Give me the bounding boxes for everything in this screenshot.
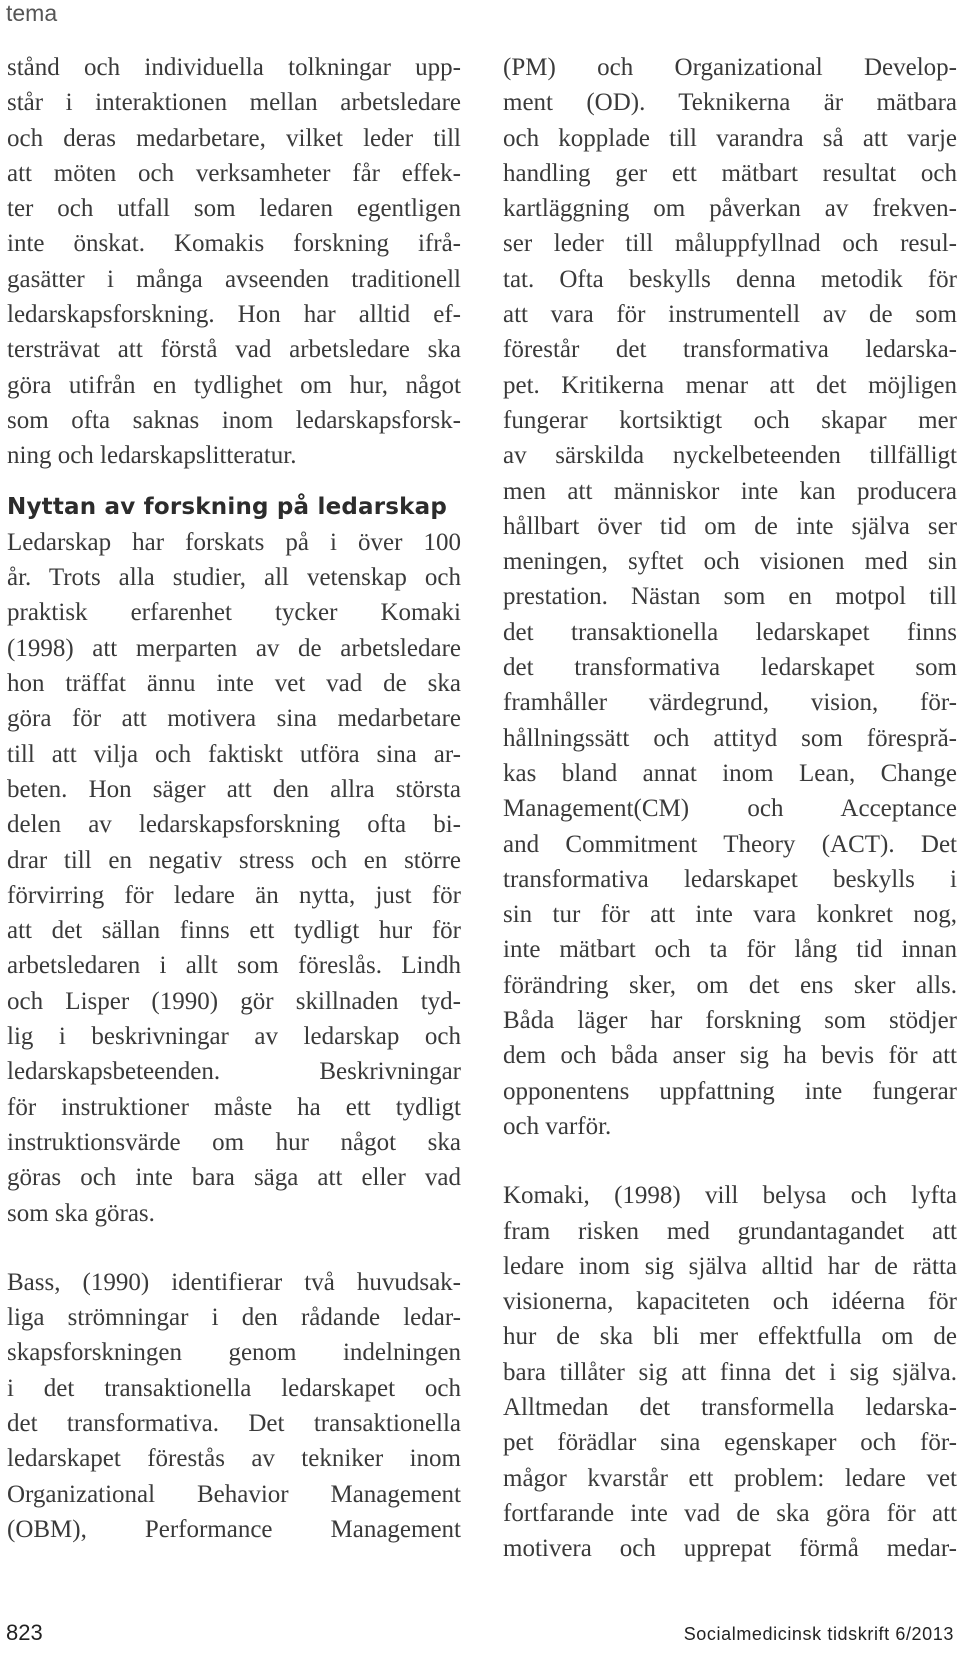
paragraph bbox=[7, 525, 461, 1231]
text-line: skapsforskningen genom indelningen bbox=[7, 1339, 461, 1367]
text-line: Alltmedan det transformella ledarska- bbox=[503, 1393, 957, 1421]
text-line: motivera och upprepat förmå medar- bbox=[503, 1535, 957, 1563]
text-line: att det sällan finns ett tydligt hur för bbox=[7, 917, 461, 945]
text-line: och deras medarbetare, vilket leder till bbox=[7, 124, 461, 152]
section-tag: tema bbox=[6, 0, 58, 26]
text-line: prestation. Nästan som en motpol till bbox=[503, 583, 957, 611]
text-line: praktisk erfarenhet tycker Komaki bbox=[7, 599, 461, 627]
text-line: hur de ska bli mer effektfulla om de bbox=[503, 1323, 957, 1351]
text-line: men att människor inte kan producera bbox=[503, 477, 957, 505]
text-line: det transformativa. Det transaktionella bbox=[7, 1409, 461, 1437]
right-column bbox=[503, 50, 957, 1566]
text-line: göras och inte bara säga att eller vad bbox=[7, 1164, 461, 1192]
text-line: att möten och verksamheter får effek- bbox=[7, 159, 461, 187]
text-line: instruktionsvärde om hur något ska bbox=[7, 1128, 461, 1156]
text-line: (PM) och Organizational Develop- bbox=[503, 54, 957, 81]
text-line: ledarskapsforskning. Hon har alltid ef- bbox=[7, 301, 461, 329]
text-line: och kopplade till varandra så att varje bbox=[503, 124, 957, 152]
text-line: till att vilja och faktiskt utföra sina ar- bbox=[7, 740, 461, 768]
text-line: hållningssätt och attityd som förespră- bbox=[503, 724, 957, 752]
text-line: visionerna, kapaciteten och idéerna för bbox=[503, 1288, 957, 1316]
text-line: framhåller värdegrund, vision, för- bbox=[503, 689, 957, 717]
text-line: Management(CM) och Acceptance bbox=[503, 795, 957, 823]
text-line: göra för att motivera sina medarbetare bbox=[7, 705, 461, 733]
paragraph bbox=[503, 50, 957, 1144]
text-line: och varför. bbox=[503, 1112, 612, 1140]
text-line: som ska göras. bbox=[7, 1199, 155, 1227]
text-line: förvirring för ledare än nytta, just för bbox=[7, 881, 461, 909]
text-line: pet förädlar sina egenskaper och för- bbox=[503, 1429, 957, 1457]
text-line: (1998) att merparten av de arbetsledare bbox=[7, 634, 461, 662]
paragraph bbox=[7, 50, 461, 474]
text-line: inte mätbart och ta för lång tid innan bbox=[503, 936, 957, 964]
text-line: and Commitment Theory (ACT). Det bbox=[503, 830, 957, 858]
text-line: lig i beskrivningar av ledarskap och bbox=[7, 1023, 461, 1051]
text-line: ledarskapet förestås av tekniker inom bbox=[7, 1445, 461, 1473]
text-line: tersträvat att förstå vad arbetsledare ska bbox=[7, 336, 461, 364]
text-line: göra utifrån en tydlighet om hur, något bbox=[7, 371, 461, 399]
text-line: och Lisper (1990) gör skillnaden tyd- bbox=[7, 987, 461, 1015]
text-line: meningen, syftet och visionen med sin bbox=[503, 548, 957, 576]
text-line: handling ger ett mätbart resultat och bbox=[503, 159, 957, 187]
text-line: ment (OD). Teknikerna är mätbara bbox=[503, 89, 957, 117]
text-line: liga strömningar i den rådande ledar- bbox=[7, 1304, 461, 1332]
text-line: ning och ledarskapslitteratur. bbox=[7, 442, 297, 470]
text-line: Organizational Behavior Management bbox=[7, 1480, 461, 1508]
text-line: gasätter i många avseenden traditionell bbox=[7, 265, 461, 293]
text-line: mågor kvarstår ett problem: ledare vet bbox=[503, 1464, 957, 1492]
left-column bbox=[7, 50, 461, 1547]
text-line: sin tur för att inte vara konkret nog, bbox=[503, 901, 957, 929]
text-line: hållbart över tid om de inte själva ser bbox=[503, 512, 957, 540]
text-line: det transaktionella ledarskapet finns bbox=[503, 618, 957, 646]
text-line: det transformativa ledarskapet som bbox=[503, 654, 957, 682]
text-line: förändring sker, om det ens sker alls. bbox=[503, 971, 957, 999]
text-line: tat. Ofta beskylls denna metodik för bbox=[503, 265, 957, 293]
text-line: arbetsledaren i allt som föreslås. Lindh bbox=[7, 952, 461, 980]
page-number: 823 bbox=[6, 1620, 43, 1645]
text-line: ledarskapsbeteenden. Beskrivningar bbox=[7, 1058, 461, 1086]
text-line: inte önskat. Komakis forskning ifrå- bbox=[7, 230, 461, 258]
text-line: delen av ledarskapsforskning ofta bi- bbox=[7, 811, 461, 839]
text-line: dem och båda anser sig ha bevis för att bbox=[503, 1042, 957, 1070]
text-line: år. Trots alla studier, all vetenskap och bbox=[7, 564, 461, 592]
text-line: pet. Kritikerna menar att det möjligen bbox=[503, 371, 957, 399]
text-line: att vara för instrumentell av de som bbox=[503, 301, 957, 329]
text-line: av särskilda nyckelbeteenden tillfälligt bbox=[503, 442, 957, 470]
text-line: Komaki, (1998) vill belysa och lyfta bbox=[503, 1182, 957, 1210]
text-line: Ledarskap har forskats på i över 100 bbox=[7, 528, 461, 556]
text-line: som ofta saknas inom ledarskapsforsk- bbox=[7, 406, 461, 434]
text-line: (OBM), Performance Management bbox=[7, 1515, 461, 1543]
text-line: ser leder till måluppfyllnad och resul- bbox=[503, 230, 957, 258]
text-line: bara tillåter sig att finna det i sig själva. bbox=[503, 1358, 957, 1386]
text-line: kartläggning om påverkan av frekven- bbox=[503, 195, 957, 223]
text-line: ter och utfall som ledaren egentligen bbox=[7, 195, 461, 223]
text-line: opponentens uppfattning inte fungerar bbox=[503, 1077, 957, 1105]
text-line: drar till en negativ stress och en större bbox=[7, 846, 461, 874]
paragraph bbox=[7, 1265, 461, 1547]
text-line: fram risken med grundantagandet att bbox=[503, 1217, 957, 1245]
text-line: för instruktioner måste ha ett tydligt bbox=[7, 1093, 461, 1121]
text-line: i det transaktionella ledarskapet och bbox=[7, 1374, 461, 1402]
text-line: beten. Hon säger att den allra största bbox=[7, 775, 461, 803]
text-line: Bass, (1990) identifierar två huvudsak- bbox=[7, 1268, 461, 1296]
text-line: stånd och individuella tolkningar upp- bbox=[7, 54, 461, 81]
text-line: hon träffat ännu inte vet vad de ska bbox=[7, 670, 461, 698]
paragraph bbox=[503, 1178, 957, 1566]
text-line: förestår det transformativa ledarska- bbox=[503, 336, 957, 364]
text-line: står i interaktionen mellan arbetsledare bbox=[7, 89, 461, 117]
text-line: ledare inom sig själva alltid har de rätta bbox=[503, 1252, 957, 1280]
text-line: Båda läger har forskning som stödjer bbox=[503, 1007, 957, 1035]
text-line: kas bland annat inom Lean, Change bbox=[503, 759, 957, 787]
journal-name: Socialmedicinsk tidskrift 6/2013 bbox=[683, 1624, 954, 1644]
section-heading: Nyttan av forskning på ledarskap bbox=[7, 493, 448, 520]
text-line: fungerar kortsiktigt och skapar mer bbox=[503, 406, 957, 434]
text-line: fortfarande inte vad de ska göra för att bbox=[503, 1499, 957, 1527]
text-line: transformativa ledarskapet beskylls i bbox=[503, 865, 957, 893]
